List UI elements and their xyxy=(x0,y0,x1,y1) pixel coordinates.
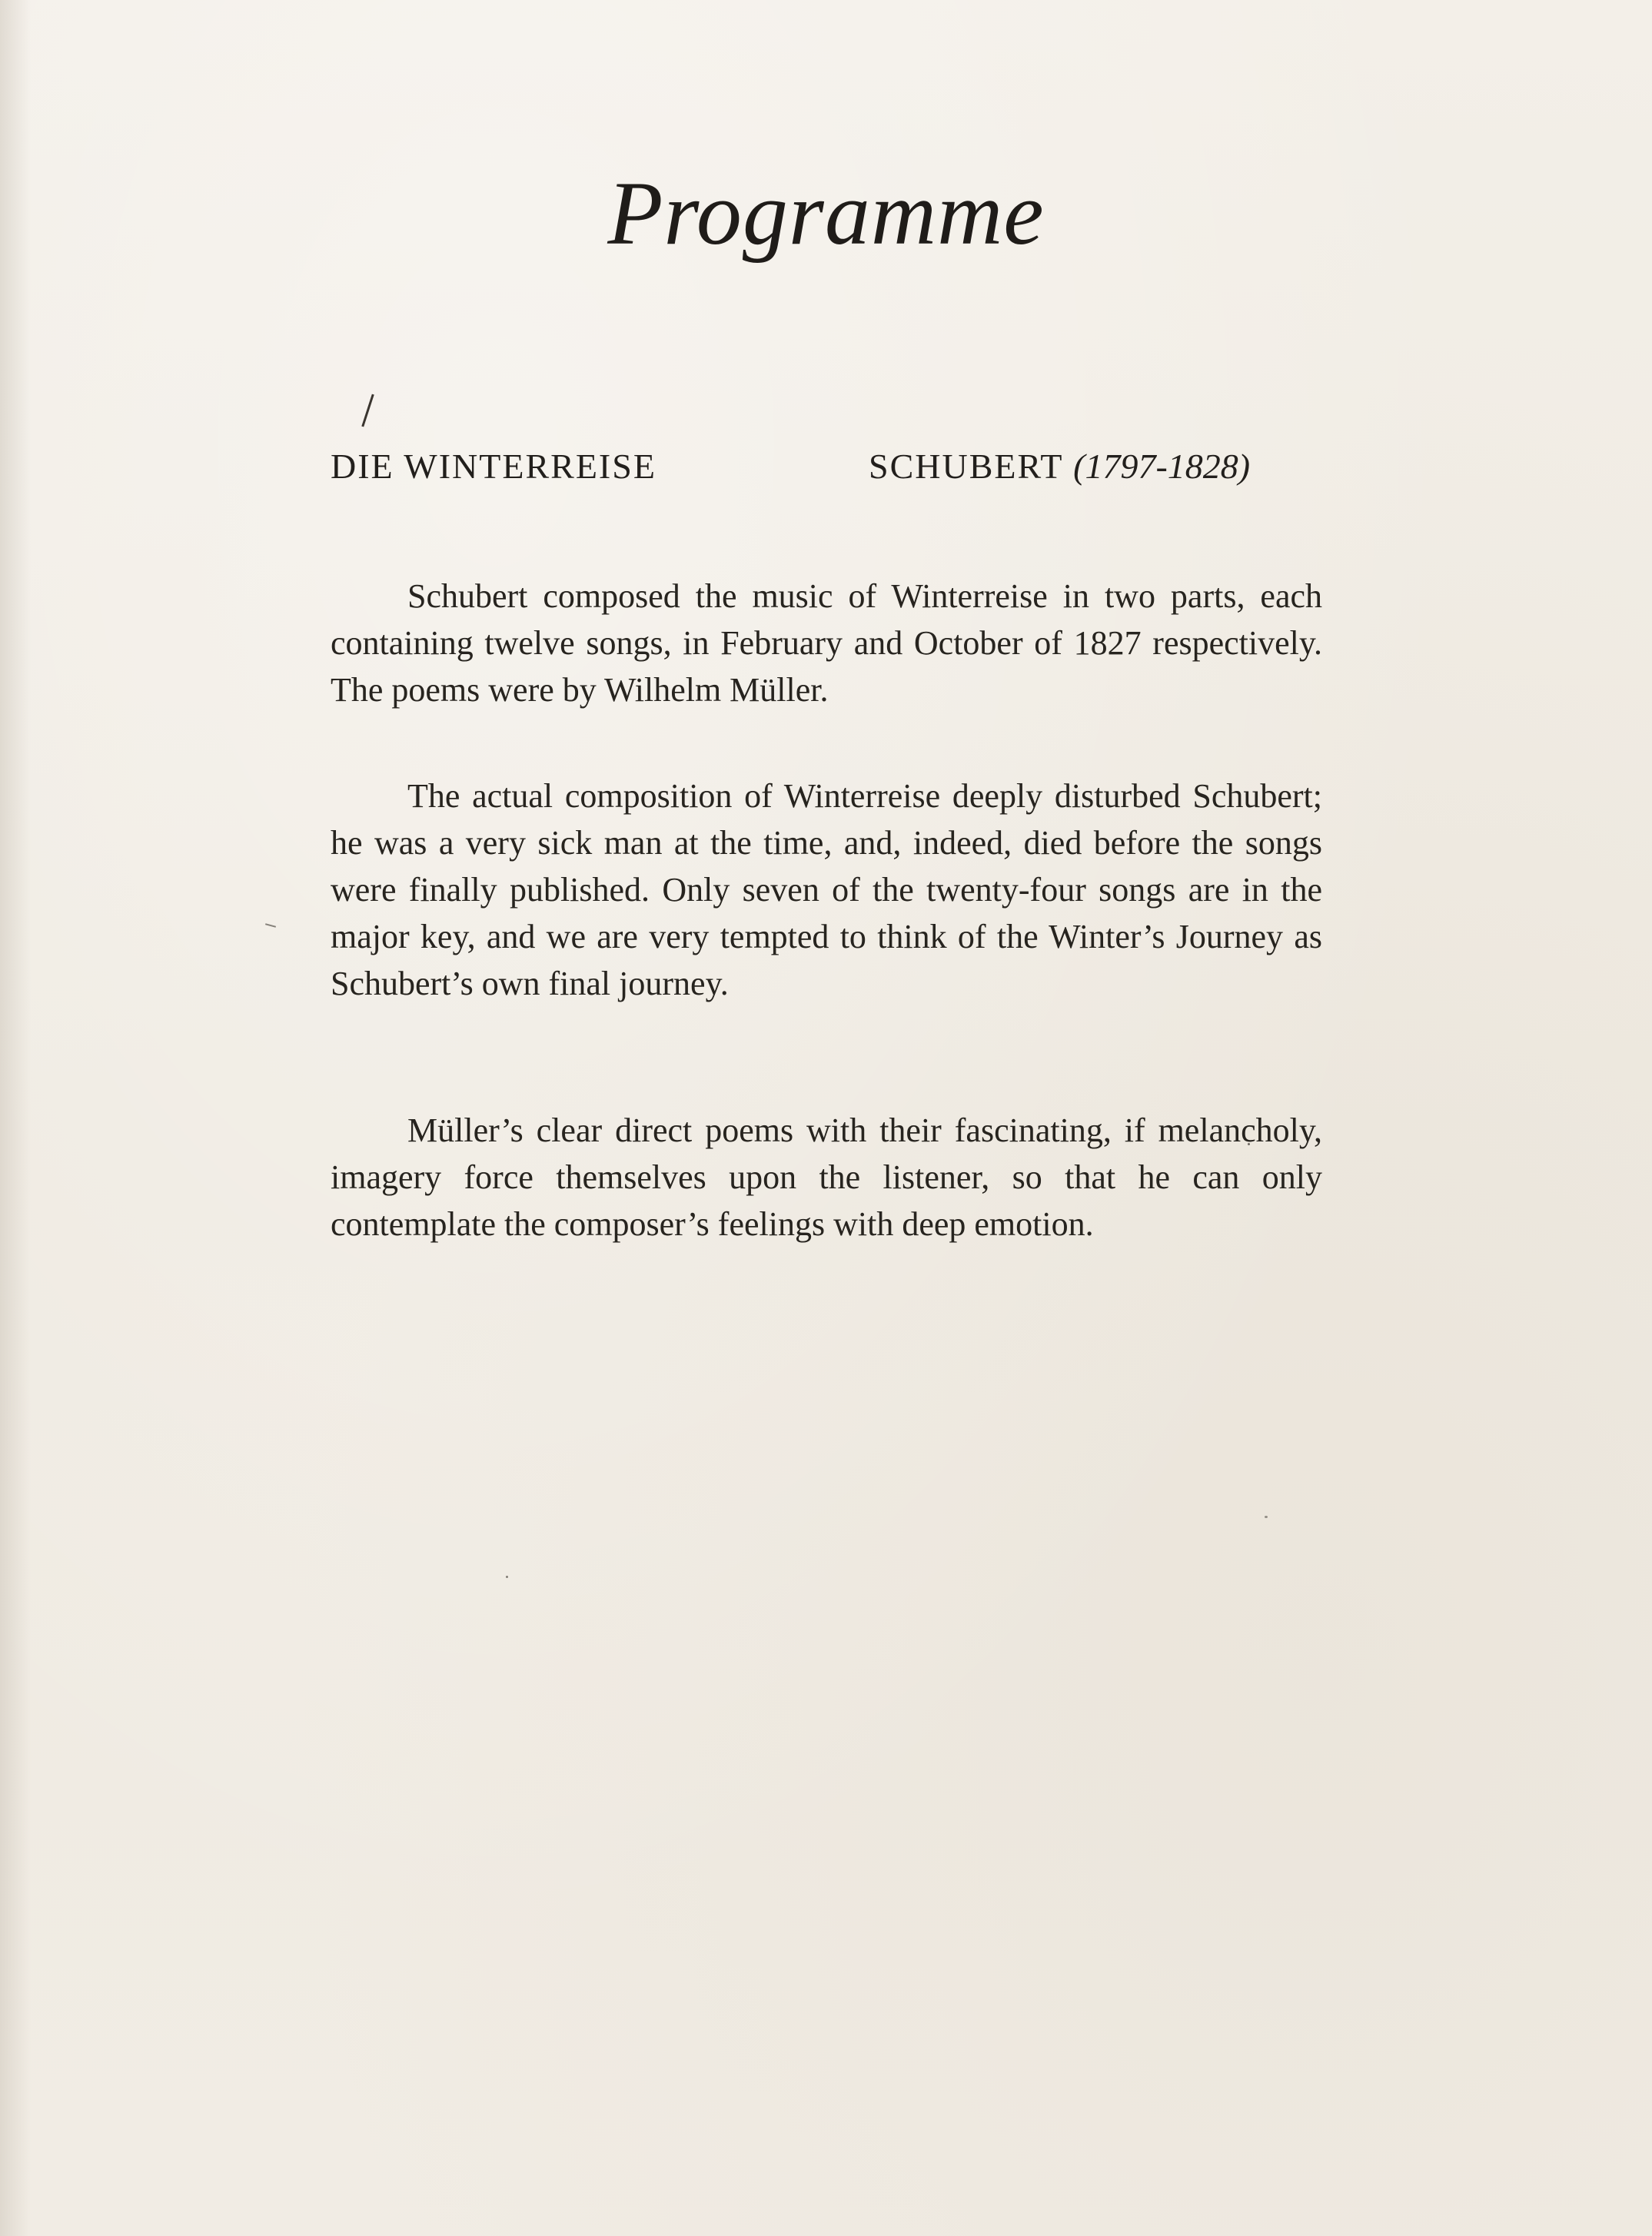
paper-speck xyxy=(506,1576,508,1578)
paragraph-text: Schubert composed the music of Winterreise in two parts, each containing twelve songs, in February and October of 1827 respectively. The poems were by Wilhelm Müller. xyxy=(331,577,1322,709)
programme-heading xyxy=(331,446,1322,500)
paragraph-text: Müller’s clear direct poems with their fascinating, if melancholy, imagery force themselves upon the listener, so that he can only contemplate the composer’s feelings with deep emotion. xyxy=(331,1111,1322,1243)
work-title: DIE WINTERREISE xyxy=(331,447,656,486)
programme-note-paragraph-3 xyxy=(331,1107,1322,1248)
page-title: Programme xyxy=(607,163,1045,264)
composer-name: SCHUBERT xyxy=(869,447,1063,486)
paragraph-text: The actual composition of Winterreise deeply disturbed Schubert; he was a very sick man at the time, and, indeed, died before the songs were finally published. Only seven of the twenty-four songs are in the major key, and we are very tempted to think of the Winter’s Journey as Schubert’s own final journey. xyxy=(331,777,1322,1002)
composer-dates: (1797-1828) xyxy=(1073,447,1251,486)
paper-speck xyxy=(265,923,276,928)
paper-speck xyxy=(1265,1516,1268,1518)
programme-note-paragraph-1 xyxy=(331,573,1322,713)
composer-heading xyxy=(869,446,1250,487)
pen-mark xyxy=(361,394,374,427)
page-edge-shadow xyxy=(0,0,31,2236)
programme-note-paragraph-2 xyxy=(331,772,1322,1007)
